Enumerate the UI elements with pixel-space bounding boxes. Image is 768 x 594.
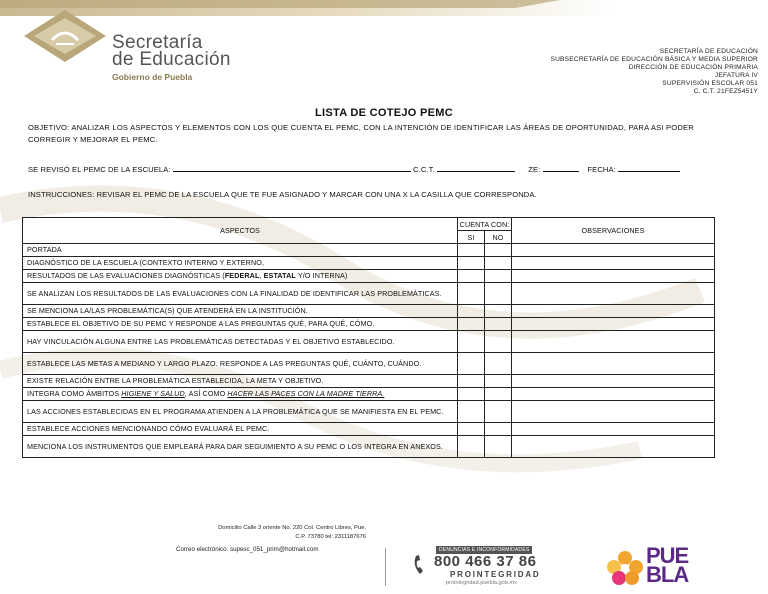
no-checkbox-cell[interactable] (485, 401, 512, 423)
aspect-cell: PORTADA (23, 244, 458, 257)
table-row (23, 257, 715, 270)
no-checkbox-cell[interactable] (485, 375, 512, 388)
si-checkbox-cell[interactable] (458, 270, 485, 283)
instructions-text: INSTRUCCIONES: REVISAR EL PEMC DE LA ESCUELA QUE TE FUE ASIGNADO Y MARCAR CON UNA X LA CASILLA QUE CORRESPONDA. (28, 190, 537, 199)
observation-cell[interactable] (512, 388, 715, 401)
logo-line-3: Gobierno de Puebla (112, 72, 193, 82)
no-checkbox-cell[interactable] (485, 283, 512, 305)
logo-line-2: de Educación (112, 49, 231, 70)
puebla-logo (606, 543, 726, 588)
no-checkbox-cell[interactable] (485, 305, 512, 318)
ze-label: ZE: (528, 165, 541, 174)
header-line-3: DIRECCIÓN DE EDUCACIÓN PRIMARIA (628, 64, 758, 71)
no-checkbox-cell[interactable] (485, 257, 512, 270)
row9-higiene: HIGIENE Y SALUD (121, 389, 185, 399)
table-row (23, 375, 715, 388)
aspect-cell: ESTABLECE ACCIONES MENCIONANDO CÓMO EVALUARÁ EL PEMC. (23, 423, 458, 436)
puebla-text-bottom: BLA (646, 562, 689, 587)
cct-label: C.C.T. (413, 165, 435, 174)
no-header: NO (485, 231, 512, 244)
si-checkbox-cell[interactable] (458, 244, 485, 257)
no-checkbox-cell[interactable] (485, 244, 512, 257)
puebla-flower-icon (606, 550, 644, 586)
address-line-1: Domicilio Calle 3 oriente No. 220 Col. Centro Libres, Pue. (218, 525, 366, 531)
no-checkbox-cell[interactable] (485, 436, 512, 458)
si-checkbox-cell[interactable] (458, 331, 485, 353)
aspect-cell (23, 388, 458, 401)
header-band-accent (0, 0, 560, 8)
table-row (23, 305, 715, 318)
observation-cell[interactable] (512, 375, 715, 388)
observations-header: OBSERVACIONES (512, 218, 715, 244)
footer-divider (385, 548, 386, 586)
observation-cell[interactable] (512, 318, 715, 331)
address-line-2: C.P. 73780 tel: 2311187676 (295, 534, 366, 540)
prointegridad-phone: 800 466 37 86 (434, 553, 537, 570)
aspect-cell: ESTABLECE EL OBJETIVO DE SU PEMC Y RESPONDE A LAS PREGUNTAS QUÉ, PARA QUÉ, CÓMO. (23, 318, 458, 331)
objective-text: OBJETIVO: ANALIZAR LOS ASPECTOS Y ELEMENTOS CON LOS QUE CUENTA EL PEMC, CON LA INTENCIÓN DE IDENTIFICAR LAS ÁREAS DE OPORTUNIDAD, PARA ASI PODER CORREGIR Y MEJORAR EL PEMC. (28, 123, 694, 144)
observation-cell[interactable] (512, 270, 715, 283)
header-line-6: C. C.T. 21FEZ5451Y (693, 88, 758, 95)
logo-text (112, 34, 231, 82)
aspect-cell: ESTABLECE LAS METAS A MEDIANO Y LARGO PLAZO. RESPONDE A LAS PREGUNTAS QUÉ, CUÁNTO, CUÁNDO. (23, 353, 458, 375)
si-checkbox-cell[interactable] (458, 257, 485, 270)
table-row (23, 401, 715, 423)
row2-part-c: , (259, 271, 264, 281)
row9-madre-tierra: HACER LAS PACES CON LA MADRE TIERRA. (227, 389, 385, 399)
fecha-blank[interactable] (618, 164, 680, 172)
row9-part-a: INTEGRA COMO ÁMBITOS (27, 389, 122, 399)
observation-cell[interactable] (512, 401, 715, 423)
checklist-table (22, 217, 715, 458)
table-row (23, 436, 715, 458)
table-row (23, 423, 715, 436)
no-checkbox-cell[interactable] (485, 331, 512, 353)
observation-cell[interactable] (512, 244, 715, 257)
school-label: SE REVISÓ EL PEMC DE LA ESCUELA: (28, 165, 171, 174)
prointegridad-banner: DENUNCIAS E INCONFORMIDADES (436, 546, 532, 554)
header-line-5: SUPERVISIÓN ESCOLAR 051 (662, 80, 758, 87)
si-checkbox-cell[interactable] (458, 353, 485, 375)
footer-address (176, 524, 366, 542)
no-checkbox-cell[interactable] (485, 353, 512, 375)
prointegridad-logo (410, 546, 570, 586)
observation-cell[interactable] (512, 436, 715, 458)
observation-cell[interactable] (512, 257, 715, 270)
row9-part-c: , ASÍ COMO (184, 389, 228, 399)
row2-estatal: ESTATAL (263, 271, 296, 281)
aspect-cell: MENCIONA LOS INSTRUMENTOS QUE EMPLEARÁ PARA DAR SEGUIMIENTO A SU PEMC O LOS INTEGRA EN ANEXOS. (23, 436, 458, 458)
table-row (23, 388, 715, 401)
header-line-1: SECRETARÍA DE EDUCACIÓN (659, 48, 758, 55)
table-row (23, 353, 715, 375)
document-title: LISTA DE COTEJO PEMC (314, 107, 453, 119)
phone-icon (412, 554, 432, 576)
aspect-cell: LAS ACCIONES ESTABLECIDAS EN EL PROGRAMA ATIENDEN A LA PROBLEMÁTICA QUE SE MANIFIESTA EN EL PEMC. (23, 401, 458, 423)
cuenta-con-header: CUENTA CON: (458, 218, 512, 231)
cct-blank[interactable] (437, 164, 515, 172)
si-checkbox-cell[interactable] (458, 436, 485, 458)
education-logo (22, 8, 108, 64)
row2-part-a: RESULTADOS DE LAS EVALUACIONES DIAGNÓSTICAS ( (27, 271, 225, 281)
table-row (23, 318, 715, 331)
institution-header (551, 48, 759, 96)
observation-cell[interactable] (512, 283, 715, 305)
fecha-label: FECHA: (587, 165, 616, 174)
aspect-cell: SE ANALIZAN LOS RESULTADOS DE LAS EVALUACIONES CON LA FINALIDAD DE IDENTIFICAR LAS PROBLEMÁTICAS. (23, 283, 458, 305)
observation-cell[interactable] (512, 353, 715, 375)
si-checkbox-cell[interactable] (458, 283, 485, 305)
aspect-cell: EXISTE RELACIÓN ENTRE LA PROBLEMÁTICA ESTABLECIDA, LA META Y OBJETIVO. (23, 375, 458, 388)
si-checkbox-cell[interactable] (458, 388, 485, 401)
footer-email: Correo electrónico: supesc_051_prim@hotmail.com (176, 546, 319, 553)
no-checkbox-cell[interactable] (485, 270, 512, 283)
table-row (23, 331, 715, 353)
si-checkbox-cell[interactable] (458, 423, 485, 436)
puebla-text-top: PUE (646, 543, 689, 568)
school-review-line (28, 164, 680, 174)
prointegridad-url: prointegridad.puebla.gob.mx (446, 580, 517, 586)
no-checkbox-cell[interactable] (485, 423, 512, 436)
observation-cell[interactable] (512, 423, 715, 436)
observation-cell[interactable] (512, 305, 715, 318)
aspects-header: ASPECTOS (23, 218, 458, 244)
logo-line-1: Secretaría (112, 32, 203, 53)
aspect-cell: HAY VINCULACIÓN ALGUNA ENTRE LAS PROBLEMÁTICAS DETECTADAS Y EL OBJETIVO ESTABLECIDO. (23, 331, 458, 353)
observation-cell[interactable] (512, 331, 715, 353)
si-header: SI (458, 231, 485, 244)
si-checkbox-cell[interactable] (458, 305, 485, 318)
school-blank[interactable] (173, 164, 411, 172)
header-line-4: JEFATURA IV (714, 72, 758, 79)
row2-federal: FEDERAL (224, 271, 260, 281)
no-checkbox-cell[interactable] (485, 318, 512, 331)
row2-part-e: Y/O INTERNA) (295, 271, 348, 281)
no-checkbox-cell[interactable] (485, 388, 512, 401)
si-checkbox-cell[interactable] (458, 318, 485, 331)
si-checkbox-cell[interactable] (458, 375, 485, 388)
aspect-cell: DIAGNÓSTICO DE LA ESCUELA (CONTEXTO INTERNO Y EXTERNO, (23, 257, 458, 270)
ze-blank[interactable] (543, 164, 579, 172)
table-row (23, 270, 715, 283)
table-row (23, 244, 715, 257)
aspect-cell: SE MENCIONA LA/LAS PROBLEMÁTICA(S) QUE ATENDERÁ EN LA INSTITUCIÓN. (23, 305, 458, 318)
table-row (23, 283, 715, 305)
si-checkbox-cell[interactable] (458, 401, 485, 423)
header-line-2: SUBSECRETARÍA DE EDUCACIÓN BÁSICA Y MEDIA SUPERIOR (550, 56, 758, 63)
aspect-cell (23, 270, 458, 283)
prointegridad-name: PROINTEGRIDAD (450, 570, 541, 579)
